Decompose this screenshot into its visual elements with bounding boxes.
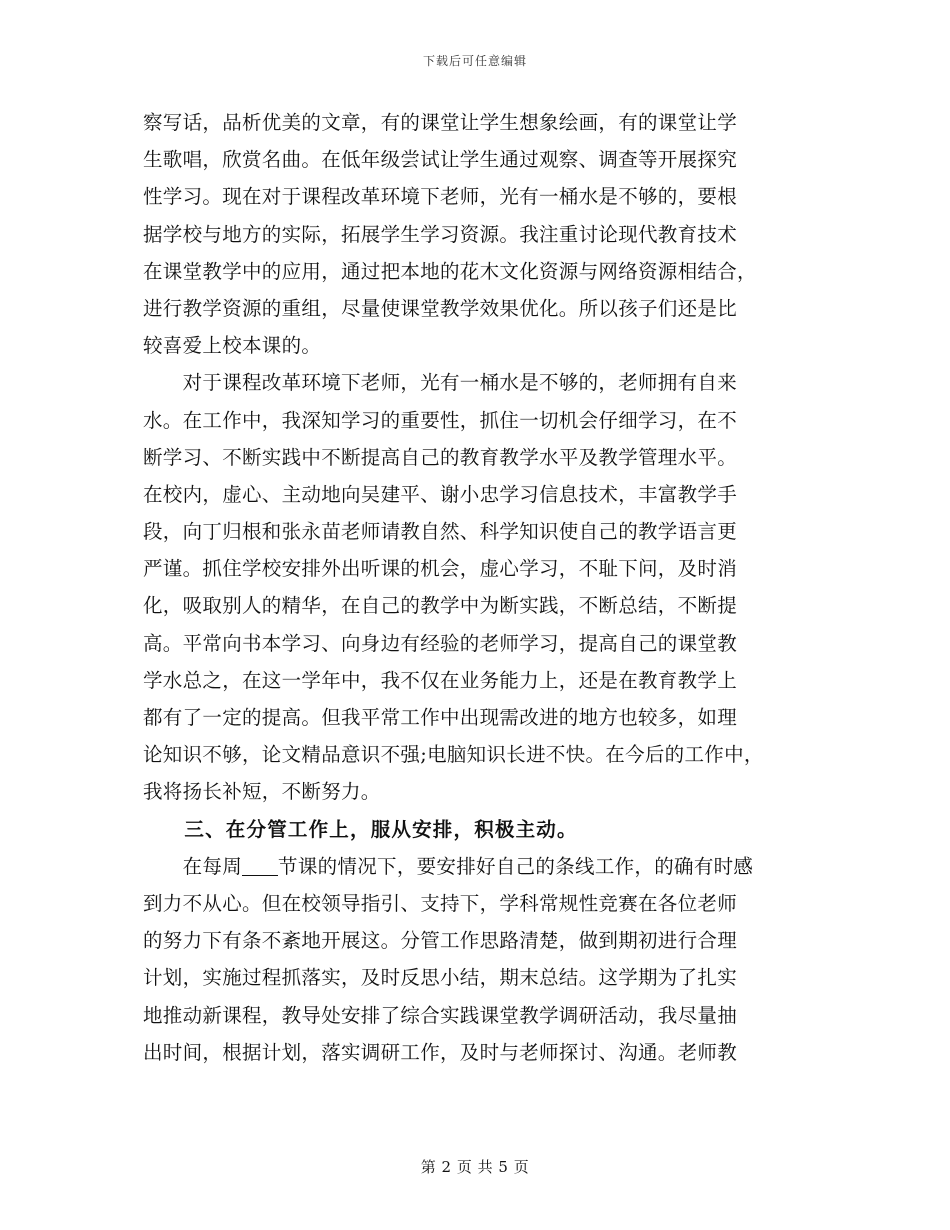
- text-line: 我将扬长补短，不断努力。: [143, 780, 381, 804]
- paragraph-1: [143, 104, 811, 364]
- text-line: 在课堂教学中的应用，通过把本地的花木文化资源与网络资源相结合，: [143, 259, 757, 283]
- text-line: 对于课程改革环境下老师，光有一桶水是不够的，老师拥有自来: [143, 371, 738, 395]
- text-line: 化，吸取别人的精华，在自己的教学中为断实践，不断总结，不断提: [143, 594, 738, 618]
- text-line: 在校内，虚心、主动地向吴建平、谢小忠学习信息技术，丰富教学手: [143, 482, 738, 506]
- text-segment: 节课的情况下，要安排好自己的条线工作，的确有时感: [278, 854, 754, 878]
- section-heading: 三、在分管工作上，服从安排，积极主动。: [143, 817, 578, 841]
- text-line: 察写话，品析优美的文章，有的课堂让学生想象绘画，有的课堂让学: [143, 111, 738, 134]
- text-line: 计划，实施过程抓落实，及时反思小结，期末总结。这学期为了扎实: [143, 966, 738, 990]
- document-body: [143, 104, 811, 1071]
- text-line: 据学校与地方的实际，拓展学生学习资源。我注重讨论现代教育技术: [143, 222, 738, 246]
- text-line: 生歌唱，欣赏名曲。在低年级尝试让学生通过观察、调查等开展探究: [143, 148, 738, 172]
- text-line: 学水总之，在这一学年中，我不仅在业务能力上，还是在教育教学上: [143, 668, 738, 692]
- text-line: 的努力下有条不紊地开展这。分管工作思路清楚，做到期初进行合理: [143, 929, 738, 953]
- text-line: 出时间，根据计划，落实调研工作，及时与老师探讨、沟通。老师教: [143, 1040, 738, 1064]
- text-line: 进行教学资源的重组，尽量使课堂教学效果优化。所以孩子们还是比: [143, 296, 738, 320]
- text-line: 性学习。现在对于课程改革环境下老师，光有一桶水是不够的，要根: [143, 185, 738, 209]
- text-line: 严谨。抓住学校安排外出听课的机会，虚心学习，不耻下问，及时消: [143, 557, 738, 581]
- text-segment: 在每周: [143, 854, 243, 878]
- text-line: 都有了一定的提高。但我平常工作中出现需改进的地方也较多，如理: [143, 706, 738, 729]
- text-line: 高。平常向书本学习、向身边有经验的老师学习，提高自己的课堂教: [143, 631, 738, 655]
- text-line: [143, 848, 811, 885]
- paragraph-3: [143, 848, 811, 1071]
- page-number: 第 2 页 共 5 页: [420, 1158, 530, 1176]
- text-line: 段，向丁归根和张永苗老师请教自然、科学知识使自己的教学语言更: [143, 520, 738, 544]
- text-line: 断学习、不断实践中不断提高自己的教育教学水平及教学管理水平。: [143, 445, 738, 469]
- blank-underline: [242, 855, 278, 876]
- text-line: 论知识不够，论文精品意识不强;电脑知识长进不快。在今后的工作中，: [143, 743, 764, 767]
- text-line: 较喜爱上校本课的。: [143, 334, 322, 358]
- text-line: 地推动新课程，教导处安排了综合实践课堂教学调研活动，我尽量抽: [143, 1003, 738, 1027]
- paragraph-2: [143, 364, 811, 810]
- page-header: 下载后可任意编辑: [422, 54, 527, 68]
- text-line: 水。在工作中，我深知学习的重要性，抓住一切机会仔细学习，在不: [143, 408, 738, 432]
- text-line: 到力不从心。但在校领导指引、支持下，学科常规性竞赛在各位老师: [143, 891, 738, 915]
